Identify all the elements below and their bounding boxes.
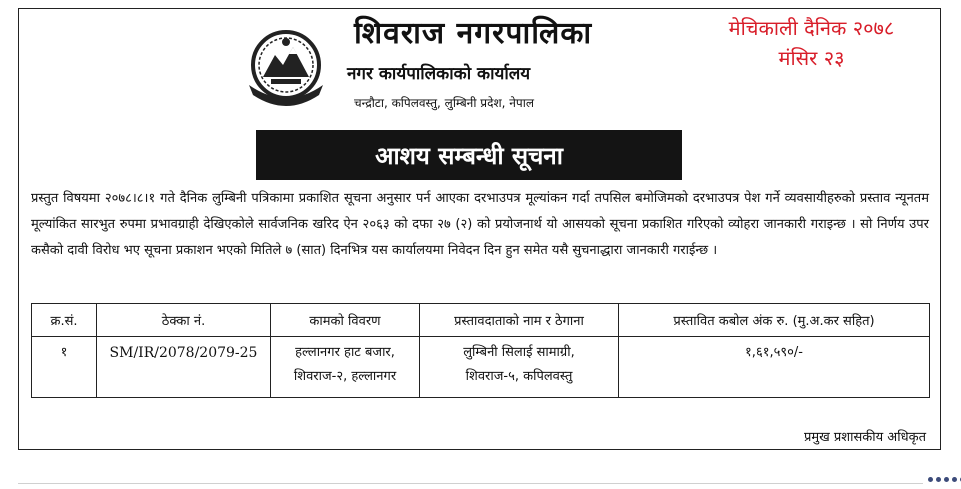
page-dot[interactable] <box>944 477 949 482</box>
work-line: हल्लानगर हाट बजार, <box>295 345 395 360</box>
col-header-work: कामको विवरण <box>271 304 420 337</box>
bidder-line: लुम्बिनी सिलाई सामाग्री, <box>463 345 575 360</box>
cell-contract-no: SM/IR/2078/2079-25 <box>97 337 271 398</box>
source-line-newspaper: मेचिकाली दैनिक २०७८ <box>728 16 895 40</box>
publication-source <box>679 13 944 73</box>
page-dots[interactable] <box>928 477 961 482</box>
bidder-line: शिवराज-५, कपिलवस्तु <box>465 369 573 384</box>
public-notice <box>18 8 941 450</box>
col-header-sn: क्र.सं. <box>32 304 97 337</box>
signature: प्रमुख प्रशासकीय अधिकृत <box>803 430 926 445</box>
col-header-bidder: प्रस्तावदाताको नाम र ठेगाना <box>420 304 619 337</box>
notice-title: आशय सम्बन्धी सूचना <box>375 140 563 170</box>
notice-body: प्रस्तुत विषयमा २०७८।८।१ गते दैनिक लुम्बिनी पत्रिकामा प्रकाशित सूचना अनुसार पर्न आएका दरभाउपत्र मूल्यांकन गर्दा तपसिल बमोजिमको दरभाउपत्र पेश गर्ने व्यवसायीहरुको प्रस्ताव न्यूनतम मूल्यांकित सारभुत रुपमा प्रभावग्राही देखिएकोले सार्वजनिक खरिद ऐन २०६३ को दफा २७ (२) को प्रयोजनार्थ यो आसयको सूचना प्रकाशित गरिएको व्योहरा जानकारी गराइन्छ । सो निर्णय उपर कसैको दावी विरोध भए सूचना प्रकाशन भएको मितिले ७ (सात) दिनभित्र यस कार्यालयमा निवेदन दिन हुन समेत यसै सुचनाद्धारा जानकारी गराईन्छ । <box>31 191 929 258</box>
page-dot[interactable] <box>936 477 941 482</box>
col-header-contract-no: ठेक्का नं. <box>97 304 271 337</box>
cell-sn: १ <box>32 337 97 398</box>
org-title: शिवराज नगरपालिका <box>354 16 593 51</box>
cell-work <box>271 337 420 398</box>
table-row <box>32 337 930 398</box>
page-dot[interactable] <box>928 477 933 482</box>
source-line-date: मंसिर २३ <box>778 46 845 70</box>
notice-title-banner <box>256 130 682 180</box>
bid-table <box>31 303 930 398</box>
cell-bidder <box>420 337 619 398</box>
org-address: चन्द्रौटा, कपिलवस्तु, लुम्बिनी प्रदेश, नेपाल <box>354 96 534 110</box>
cell-amount: १,६१,५९०/- <box>619 337 930 398</box>
work-line: शिवराज-२, हल्लानगर <box>293 369 397 384</box>
divider <box>18 483 923 484</box>
org-subtitle: नगर कार्यपालिकाको कार्यालय <box>347 64 531 84</box>
page-dot[interactable] <box>952 477 957 482</box>
col-header-amount: प्रस्तावित कबोल अंक रु. (मु.अ.कर सहित) <box>619 304 930 337</box>
bid-table-header-row <box>32 304 930 337</box>
municipality-emblem-icon <box>241 27 331 107</box>
